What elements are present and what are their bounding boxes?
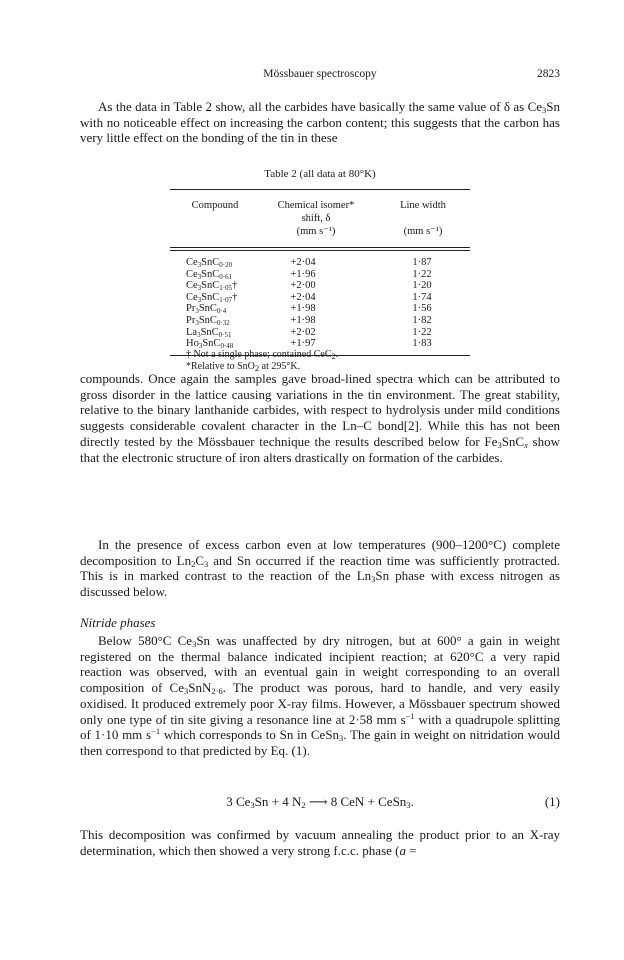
running-title: Mössbauer spectroscopy <box>263 68 377 80</box>
cell-line-width: 1·56 <box>412 303 432 315</box>
column-header-line-width: Line width (mm s⁻¹) <box>400 200 446 237</box>
cell-line-width: 1·82 <box>412 314 432 326</box>
cell-isomer-shift: +2·00 <box>290 280 316 292</box>
cell-line-width: 1·22 <box>412 268 432 280</box>
table-row <box>170 280 470 292</box>
paragraph-carbides-delta: As the data in Table 2 show, all the carbides have basically the same value of δ as $Ce_3Sn$ with no noticeable effect on increasing the carbon content; this suggests that the carbon has very little effect on the bonding of the tin in these <box>80 99 560 146</box>
column-header-compound: Compound <box>191 200 239 211</box>
footnote-relative-sno2: *Relative to SnO$_2$ at 295°K. <box>186 360 301 373</box>
table-row <box>170 338 470 350</box>
section-subheading: Nitride phases <box>80 615 156 630</box>
cell-line-width: 1·87 <box>412 257 432 268</box>
cell-isomer-shift: +1·97 <box>290 338 316 350</box>
table-row <box>170 292 470 304</box>
equation-body: 3 $Ce_3Sn + 4$ $N_2$ ⟶ 8 CeN + CeSn$_3$. <box>226 794 414 810</box>
cell-isomer-shift: +1·98 <box>290 303 316 315</box>
table-caption: Table 2 (all data at 80°K) <box>264 168 376 180</box>
paragraph-nitride-phases: Below 580°C $Ce_3Sn$ was unaffected by dry nitrogen, but at 600° a gain in weight registered on the thermal balance indicated incipient reaction; at 620°C a very rapid reaction was observed, with an eventual gain in weight corresponding to an overall composition of $Ce_3SnN_{2\cdot 6}$. The product was porous, hard to handle, and very easily oxidised. It produced extremely poor X-ray films. However, a Mössbauer spectrum showed only one type of tin site giving a resonance line at 2·58 mm $s^{-1}$ with a quadrupole splitting of 1·10 mm $s^{-1}$ which corresponds to Sn in CeSn$_3$. The gain in weight on nitridation would then correspond to that predicted by Eq. (1). <box>80 633 560 758</box>
cell-compound: $La_3SnC_{0\cdot 51}$ <box>186 326 232 339</box>
paragraph-broad-lined-spectra: compounds. Once again the samples gave broad-lined spectra which can be attributed to gross disorder in the lattice causing variations in the tin environment. The great stability, relative to the binary lanthanide carbides, with respect to hydrolysis under mild conditions suggests considerable covalent character in the Ln–C bond[2]. While this has not been directly tested by the Mössbauer technique the results described below for $Fe_3SnC_x$ show that the electronic structure of iron alters drastically on formation of the carbides. <box>80 371 560 465</box>
cell-line-width: 1·74 <box>412 291 432 303</box>
cell-compound: $Ce_3SnC_{0\cdot 61}$ <box>186 268 233 281</box>
running-header <box>80 68 560 84</box>
cell-line-width: 1·20 <box>412 280 432 292</box>
cell-isomer-shift: +2·04 <box>290 257 316 268</box>
cell-isomer-shift: +2·02 <box>290 326 316 338</box>
cell-line-width: 1·22 <box>412 326 432 338</box>
column-header-isomer-shift: Chemical isomer* shift, δ (mm s⁻¹) <box>277 200 355 237</box>
table-row <box>170 257 470 269</box>
table-body <box>170 251 470 355</box>
cell-compound: $Ho_3SnC_{0\cdot 48}$ <box>186 338 234 351</box>
table-footnotes <box>186 349 338 372</box>
cell-compound: $Ce_3SnC_{1\cdot 05}\dagger$ <box>186 280 238 293</box>
cell-isomer-shift: +2·04 <box>290 291 316 303</box>
cell-compound: $Ce_3SnC_{1\cdot 07}\dagger$ <box>186 291 238 304</box>
cell-isomer-shift: +1·98 <box>290 314 316 326</box>
cell-isomer-shift: +1·96 <box>290 268 316 280</box>
table-row <box>170 303 470 315</box>
cell-compound: $Pr_3SnC_{0\cdot 4}$ <box>186 303 227 316</box>
cell-line-width: 1·83 <box>412 338 432 350</box>
footnote-not-single-phase: † Not a single phase; contained CeC$_2$. <box>186 349 339 361</box>
cell-compound: $Pr_3SnC_{0\cdot 32}$ <box>186 314 230 327</box>
table-row <box>170 315 470 327</box>
equation-1 <box>80 794 560 812</box>
paragraph-excess-carbon: In the presence of excess carbon even at low temperatures (900–1200°C) complete decomposition to $Ln_2C_3$ and Sn occurred if the reaction time was sufficiently protracted. This is in marked contrast to the reaction of the $Ln_3Sn$ phase with excess nitrogen as discussed below. <box>80 537 560 600</box>
table-row <box>170 269 470 281</box>
page-number: 2823 <box>537 68 560 80</box>
cell-compound: $Ce_3SnC_{0\cdot 20}$ <box>186 257 233 269</box>
table-header <box>170 190 470 247</box>
table-row <box>170 327 470 339</box>
paragraph-vacuum-annealing: This decomposition was confirmed by vacuum annealing the product prior to an X-ray determination, which then showed a very strong f.c.c. phase (a = <box>80 827 560 858</box>
equation-number: (1) <box>544 794 560 809</box>
data-table <box>170 189 470 356</box>
